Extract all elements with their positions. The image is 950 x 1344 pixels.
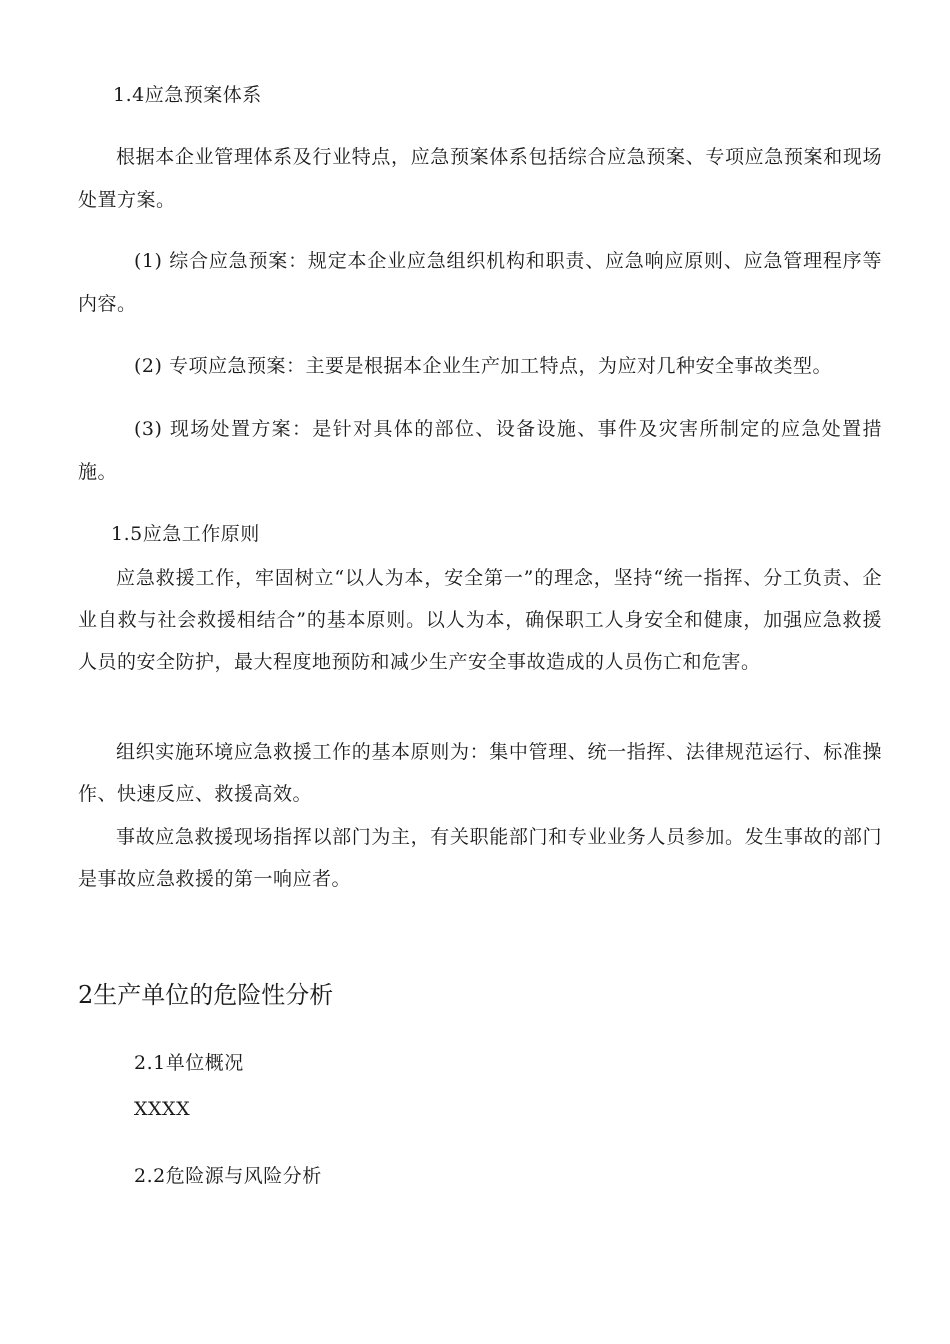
chapter-2-heading: 2生产单位的危险性分析 [78,981,334,1009]
section-1-5-paragraph-2: 组织实施环境应急救援工作的基本原则为：集中管理、统一指挥、法律规范运行、标准操作、快速反应、救援高效。 [78,741,882,805]
section-1-4-intro-paragraph: 根据本企业管理体系及行业特点，应急预案体系包括综合应急预案、专项应急预案和现场处置方案。 [78,146,882,211]
section-1-5-heading: 1.5应急工作原则 [111,523,260,545]
section-1-4-heading: 1.4应急预案体系 [113,84,262,106]
section-2-1-heading: 2.1单位概况 [134,1052,244,1074]
section-1-5-paragraph-1: 应急救援工作，牢固树立“以人为本，安全第一”的理念，坚持“统一指挥、分工负责、企业自救与社会救援相结合”的基本原则。以人为本，确保职工人身安全和健康，加强应急救援人员的安全防护，最大程度地预防和减少生产安全事故造成的人员伤亡和危害。 [78,567,882,673]
section-1-4-item-2: (2) 专项应急预案：主要是根据本企业生产加工特点，为应对几种安全事故类型。 [134,355,832,377]
section-1-5-paragraph-3: 事故应急救援现场指挥以部门为主，有关职能部门和专业业务人员参加。发生事故的部门是事故应急救援的第一响应者。 [78,826,882,890]
section-2-1-body: XXXX [134,1098,191,1120]
section-1-4-item-1: (1) 综合应急预案：规定本企业应急组织机构和职责、应急响应原则、应急管理程序等内容。 [78,250,882,315]
section-1-4-item-3: (3) 现场处置方案：是针对具体的部位、设备设施、事件及灾害所制定的应急处置措施。 [78,418,882,483]
section-2-2-heading: 2.2危险源与风险分析 [134,1165,322,1187]
